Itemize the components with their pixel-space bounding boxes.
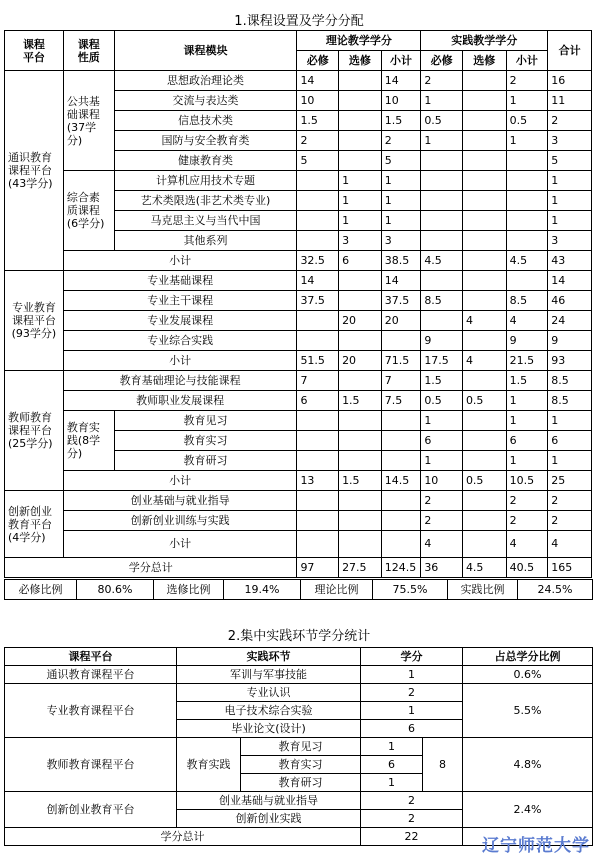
value-cell: 10: [381, 91, 421, 111]
subtotal-label: 小计: [63, 351, 297, 371]
value-cell: [297, 531, 339, 558]
value-cell: 14: [381, 71, 421, 91]
t2-ratio: 2.4%: [463, 792, 593, 828]
platform-general: 通识教育课程平台(43学分): [5, 71, 64, 271]
header-practice: 实践教学学分: [421, 31, 548, 51]
value-cell: 5: [381, 151, 421, 171]
value-cell: 37.5: [297, 291, 339, 311]
value-cell: 9: [506, 331, 548, 351]
t2-platform-innovation: 创新创业教育平台: [5, 792, 177, 828]
t2-credit: 1: [361, 666, 463, 684]
value-cell: 14: [297, 271, 339, 291]
module-cell: 专业发展课程: [63, 311, 297, 331]
value-cell: 1: [506, 411, 548, 431]
value-cell: [421, 211, 463, 231]
value-cell: [462, 191, 506, 211]
value-cell: 0.5: [421, 111, 463, 131]
value-cell: [506, 191, 548, 211]
value-cell: 14: [297, 71, 339, 91]
value-cell: [462, 451, 506, 471]
value-cell: [462, 151, 506, 171]
value-cell: [339, 331, 382, 351]
value-cell: 2: [506, 71, 548, 91]
value-cell: 9: [548, 331, 592, 351]
ratio-label-required: 必修比例: [5, 580, 77, 600]
module-cell: 专业综合实践: [63, 331, 297, 351]
value-cell: [381, 511, 421, 531]
value-cell: 165: [548, 558, 592, 578]
value-cell: [381, 331, 421, 351]
value-cell: 2: [548, 491, 592, 511]
value-cell: 1.5: [339, 391, 382, 411]
value-cell: 11: [548, 91, 592, 111]
value-cell: 10.5: [506, 471, 548, 491]
ratio-value-theory: 75.5%: [373, 580, 448, 600]
header-theory-subtotal: 小计: [381, 51, 421, 71]
value-cell: 1: [548, 171, 592, 191]
value-cell: [339, 411, 382, 431]
value-cell: [339, 91, 382, 111]
value-cell: 21.5: [506, 351, 548, 371]
value-cell: [462, 291, 506, 311]
t2-ratio: 4.8%: [463, 738, 593, 792]
value-cell: 14: [548, 271, 592, 291]
t2-item: 电子技术综合实验: [177, 702, 361, 720]
value-cell: [339, 431, 382, 451]
value-cell: 2: [297, 131, 339, 151]
value-cell: [462, 131, 506, 151]
value-cell: 20: [381, 311, 421, 331]
value-cell: 0.5: [462, 471, 506, 491]
value-cell: [297, 311, 339, 331]
t2-item: 创业基础与就业指导: [177, 792, 361, 810]
ratio-label-theory: 理论比例: [301, 580, 373, 600]
t2-total-value: 22: [361, 828, 463, 846]
table2-title: 2.集中实践环节学分统计: [227, 629, 371, 644]
t2-header-ratio: 占总学分比例: [463, 648, 593, 666]
value-cell: 7: [297, 371, 339, 391]
value-cell: 38.5: [381, 251, 421, 271]
t2-header-platform: 课程平台: [5, 648, 177, 666]
value-cell: 1: [381, 211, 421, 231]
value-cell: 10: [297, 91, 339, 111]
t2-item: 军训与军事技能: [177, 666, 361, 684]
value-cell: 2: [381, 131, 421, 151]
value-cell: 1: [506, 451, 548, 471]
grand-total-label: 学分总计: [5, 558, 297, 578]
value-cell: 8.5: [548, 391, 592, 411]
value-cell: [462, 231, 506, 251]
ratio-value-practice: 24.5%: [518, 580, 593, 600]
value-cell: 37.5: [381, 291, 421, 311]
value-cell: 1: [339, 211, 382, 231]
value-cell: [421, 311, 463, 331]
nature-practice: 教育实践(8学分): [63, 411, 114, 471]
t2-item: 毕业论文(设计): [177, 720, 361, 738]
value-cell: [421, 191, 463, 211]
header-theory-required: 必修: [297, 51, 339, 71]
module-cell: 思想政治理论类: [114, 71, 297, 91]
value-cell: 25: [548, 471, 592, 491]
value-cell: 8.5: [548, 371, 592, 391]
header-module: 课程模块: [114, 31, 297, 71]
value-cell: 10: [421, 471, 463, 491]
header-platform: 课程 平台: [5, 31, 64, 71]
practice-credit-table: [4, 647, 593, 846]
value-cell: 1: [421, 131, 463, 151]
value-cell: [297, 331, 339, 351]
value-cell: 1: [506, 131, 548, 151]
value-cell: 4: [462, 311, 506, 331]
t2-header-item: 实践环节: [177, 648, 361, 666]
table1-title: 1.课程设置及学分分配: [234, 14, 364, 29]
value-cell: [297, 431, 339, 451]
t2-credit: 6: [361, 756, 423, 774]
value-cell: 1: [381, 171, 421, 191]
value-cell: 6: [421, 431, 463, 451]
value-cell: 3: [339, 231, 382, 251]
t2-group-practice: 教育实践: [177, 738, 241, 792]
value-cell: 2: [421, 491, 463, 511]
value-cell: 6: [548, 431, 592, 451]
t2-item: 教育实习: [241, 756, 361, 774]
value-cell: 16: [548, 71, 592, 91]
value-cell: [462, 251, 506, 271]
value-cell: 4: [506, 531, 548, 558]
t2-credit: 6: [361, 720, 463, 738]
value-cell: [297, 491, 339, 511]
value-cell: [297, 191, 339, 211]
value-cell: [462, 271, 506, 291]
value-cell: 1: [548, 411, 592, 431]
ratio-row: [4, 579, 593, 600]
value-cell: [297, 511, 339, 531]
value-cell: 4.5: [462, 558, 506, 578]
value-cell: [506, 271, 548, 291]
value-cell: 9: [421, 331, 463, 351]
value-cell: [339, 151, 382, 171]
module-cell: 创新创业训练与实践: [63, 511, 297, 531]
value-cell: 13: [297, 471, 339, 491]
module-cell: 专业基础课程: [63, 271, 297, 291]
module-cell: 马克思主义与当代中国: [114, 211, 297, 231]
value-cell: [339, 511, 382, 531]
value-cell: 1.5: [506, 371, 548, 391]
t2-item: 专业认识: [177, 684, 361, 702]
t2-credit: 1: [361, 774, 423, 792]
platform-major: 专业教育课程平台(93学分): [5, 271, 64, 371]
value-cell: 2: [506, 491, 548, 511]
value-cell: [339, 291, 382, 311]
module-cell: 交流与表达类: [114, 91, 297, 111]
value-cell: [297, 411, 339, 431]
value-cell: 1: [548, 191, 592, 211]
value-cell: [339, 131, 382, 151]
value-cell: 2: [548, 511, 592, 531]
module-cell: 创业基础与就业指导: [63, 491, 297, 511]
value-cell: 1: [421, 451, 463, 471]
value-cell: 4: [462, 351, 506, 371]
value-cell: 0.5: [506, 111, 548, 131]
header-total: 合计: [548, 31, 592, 71]
value-cell: 1: [548, 451, 592, 471]
value-cell: [506, 211, 548, 231]
t2-credit: 2: [361, 792, 463, 810]
value-cell: 36: [421, 558, 463, 578]
value-cell: 2: [548, 111, 592, 131]
t2-credit: 1: [361, 702, 463, 720]
value-cell: 97: [297, 558, 339, 578]
value-cell: [462, 491, 506, 511]
value-cell: 20: [339, 311, 382, 331]
value-cell: 124.5: [381, 558, 421, 578]
t2-credit: 1: [361, 738, 423, 756]
value-cell: [381, 491, 421, 511]
value-cell: [462, 431, 506, 451]
value-cell: 20: [339, 351, 382, 371]
value-cell: 1: [548, 211, 592, 231]
header-practice-required: 必修: [421, 51, 463, 71]
value-cell: [339, 491, 382, 511]
value-cell: 6: [506, 431, 548, 451]
t2-total-label: 学分总计: [5, 828, 361, 846]
value-cell: 40.5: [506, 558, 548, 578]
ratio-label-elective: 选修比例: [154, 580, 224, 600]
value-cell: [421, 171, 463, 191]
value-cell: [421, 151, 463, 171]
t2-platform-general: 通识教育课程平台: [5, 666, 177, 684]
t2-item: 教育研习: [241, 774, 361, 792]
module-cell: 教育实习: [114, 431, 297, 451]
module-cell: 专业主干课程: [63, 291, 297, 311]
value-cell: [506, 171, 548, 191]
value-cell: [297, 171, 339, 191]
value-cell: 5: [297, 151, 339, 171]
ratio-value-elective: 19.4%: [224, 580, 301, 600]
value-cell: 6: [339, 251, 382, 271]
module-cell: 教育研习: [114, 451, 297, 471]
t2-item: 教育见习: [241, 738, 361, 756]
value-cell: 4: [548, 531, 592, 558]
module-cell: 国防与安全教育类: [114, 131, 297, 151]
value-cell: [462, 211, 506, 231]
value-cell: 4: [506, 311, 548, 331]
value-cell: [462, 111, 506, 131]
module-cell: 信息技术类: [114, 111, 297, 131]
value-cell: 14.5: [381, 471, 421, 491]
module-cell: 教育基础理论与技能课程: [63, 371, 297, 391]
value-cell: [421, 271, 463, 291]
value-cell: [421, 231, 463, 251]
value-cell: 14: [381, 271, 421, 291]
value-cell: 17.5: [421, 351, 463, 371]
value-cell: [462, 171, 506, 191]
t2-header-credit: 学分: [361, 648, 463, 666]
value-cell: 5: [548, 151, 592, 171]
value-cell: 8.5: [506, 291, 548, 311]
module-cell: 教师职业发展课程: [63, 391, 297, 411]
value-cell: 6: [297, 391, 339, 411]
value-cell: [381, 451, 421, 471]
value-cell: 1: [506, 391, 548, 411]
t2-platform-major: 专业教育课程平台: [5, 684, 177, 738]
value-cell: [462, 411, 506, 431]
t2-credit: 2: [361, 810, 463, 828]
module-cell: 计算机应用技术专题: [114, 171, 297, 191]
value-cell: 43: [548, 251, 592, 271]
header-practice-elective: 选修: [462, 51, 506, 71]
platform-teacher: 教师教育课程平台(25学分): [5, 371, 64, 491]
value-cell: [297, 211, 339, 231]
subtotal-label: 小计: [63, 531, 297, 558]
t2-credit: 2: [361, 684, 463, 702]
value-cell: 0.5: [421, 391, 463, 411]
module-cell: 其他系列: [114, 231, 297, 251]
value-cell: 93: [548, 351, 592, 371]
value-cell: 1: [421, 91, 463, 111]
value-cell: 7: [381, 371, 421, 391]
module-cell: 教育见习: [114, 411, 297, 431]
header-nature: 课程 性质: [63, 31, 114, 71]
value-cell: 3: [548, 231, 592, 251]
university-watermark: 辽宁师范大学: [482, 836, 590, 856]
value-cell: 4.5: [506, 251, 548, 271]
value-cell: 46: [548, 291, 592, 311]
value-cell: 7.5: [381, 391, 421, 411]
header-practice-subtotal: 小计: [506, 51, 548, 71]
value-cell: 1: [339, 171, 382, 191]
value-cell: [339, 271, 382, 291]
value-cell: 1: [339, 191, 382, 211]
value-cell: 3: [548, 131, 592, 151]
value-cell: [297, 451, 339, 471]
value-cell: 1.5: [421, 371, 463, 391]
value-cell: [339, 451, 382, 471]
value-cell: 32.5: [297, 251, 339, 271]
t2-ratio: 5.5%: [463, 684, 593, 738]
value-cell: 51.5: [297, 351, 339, 371]
t2-item: 创新创业实践: [177, 810, 361, 828]
value-cell: [506, 151, 548, 171]
value-cell: [506, 231, 548, 251]
value-cell: [339, 71, 382, 91]
nature-quality: 综合素质课程(6学分): [63, 171, 114, 251]
value-cell: [462, 331, 506, 351]
value-cell: 3: [381, 231, 421, 251]
value-cell: [339, 111, 382, 131]
value-cell: 1.5: [339, 471, 382, 491]
value-cell: 71.5: [381, 351, 421, 371]
t2-ratio: 0.6%: [463, 666, 593, 684]
value-cell: [381, 411, 421, 431]
value-cell: 1: [381, 191, 421, 211]
subtotal-label: 小计: [63, 471, 297, 491]
t2-credit-sum: 8: [423, 738, 463, 792]
value-cell: 8.5: [421, 291, 463, 311]
header-theory-elective: 选修: [339, 51, 382, 71]
value-cell: [462, 371, 506, 391]
value-cell: 27.5: [339, 558, 382, 578]
value-cell: 4: [421, 531, 463, 558]
value-cell: [381, 431, 421, 451]
t2-platform-teacher: 教师教育课程平台: [5, 738, 177, 792]
value-cell: 1: [421, 411, 463, 431]
value-cell: [462, 511, 506, 531]
value-cell: [462, 91, 506, 111]
module-cell: 艺术类限选(非艺术类专业): [114, 191, 297, 211]
value-cell: 4.5: [421, 251, 463, 271]
value-cell: [297, 231, 339, 251]
value-cell: 1.5: [381, 111, 421, 131]
value-cell: [462, 531, 506, 558]
nature-public: 公共基础课程(37学分): [63, 71, 114, 171]
value-cell: 2: [421, 71, 463, 91]
subtotal-label: 小计: [63, 251, 297, 271]
value-cell: [381, 531, 421, 558]
header-theory: 理论教学学分: [297, 31, 421, 51]
value-cell: 24: [548, 311, 592, 331]
ratio-value-required: 80.6%: [77, 580, 154, 600]
value-cell: 2: [421, 511, 463, 531]
platform-innovation: 创新创业教育平台(4学分): [5, 491, 64, 558]
value-cell: [462, 71, 506, 91]
value-cell: [339, 531, 382, 558]
value-cell: 1.5: [297, 111, 339, 131]
value-cell: [339, 371, 382, 391]
value-cell: 2: [506, 511, 548, 531]
value-cell: 1: [506, 91, 548, 111]
credit-allocation-table: [4, 30, 592, 578]
value-cell: 0.5: [462, 391, 506, 411]
ratio-label-practice: 实践比例: [448, 580, 518, 600]
module-cell: 健康教育类: [114, 151, 297, 171]
